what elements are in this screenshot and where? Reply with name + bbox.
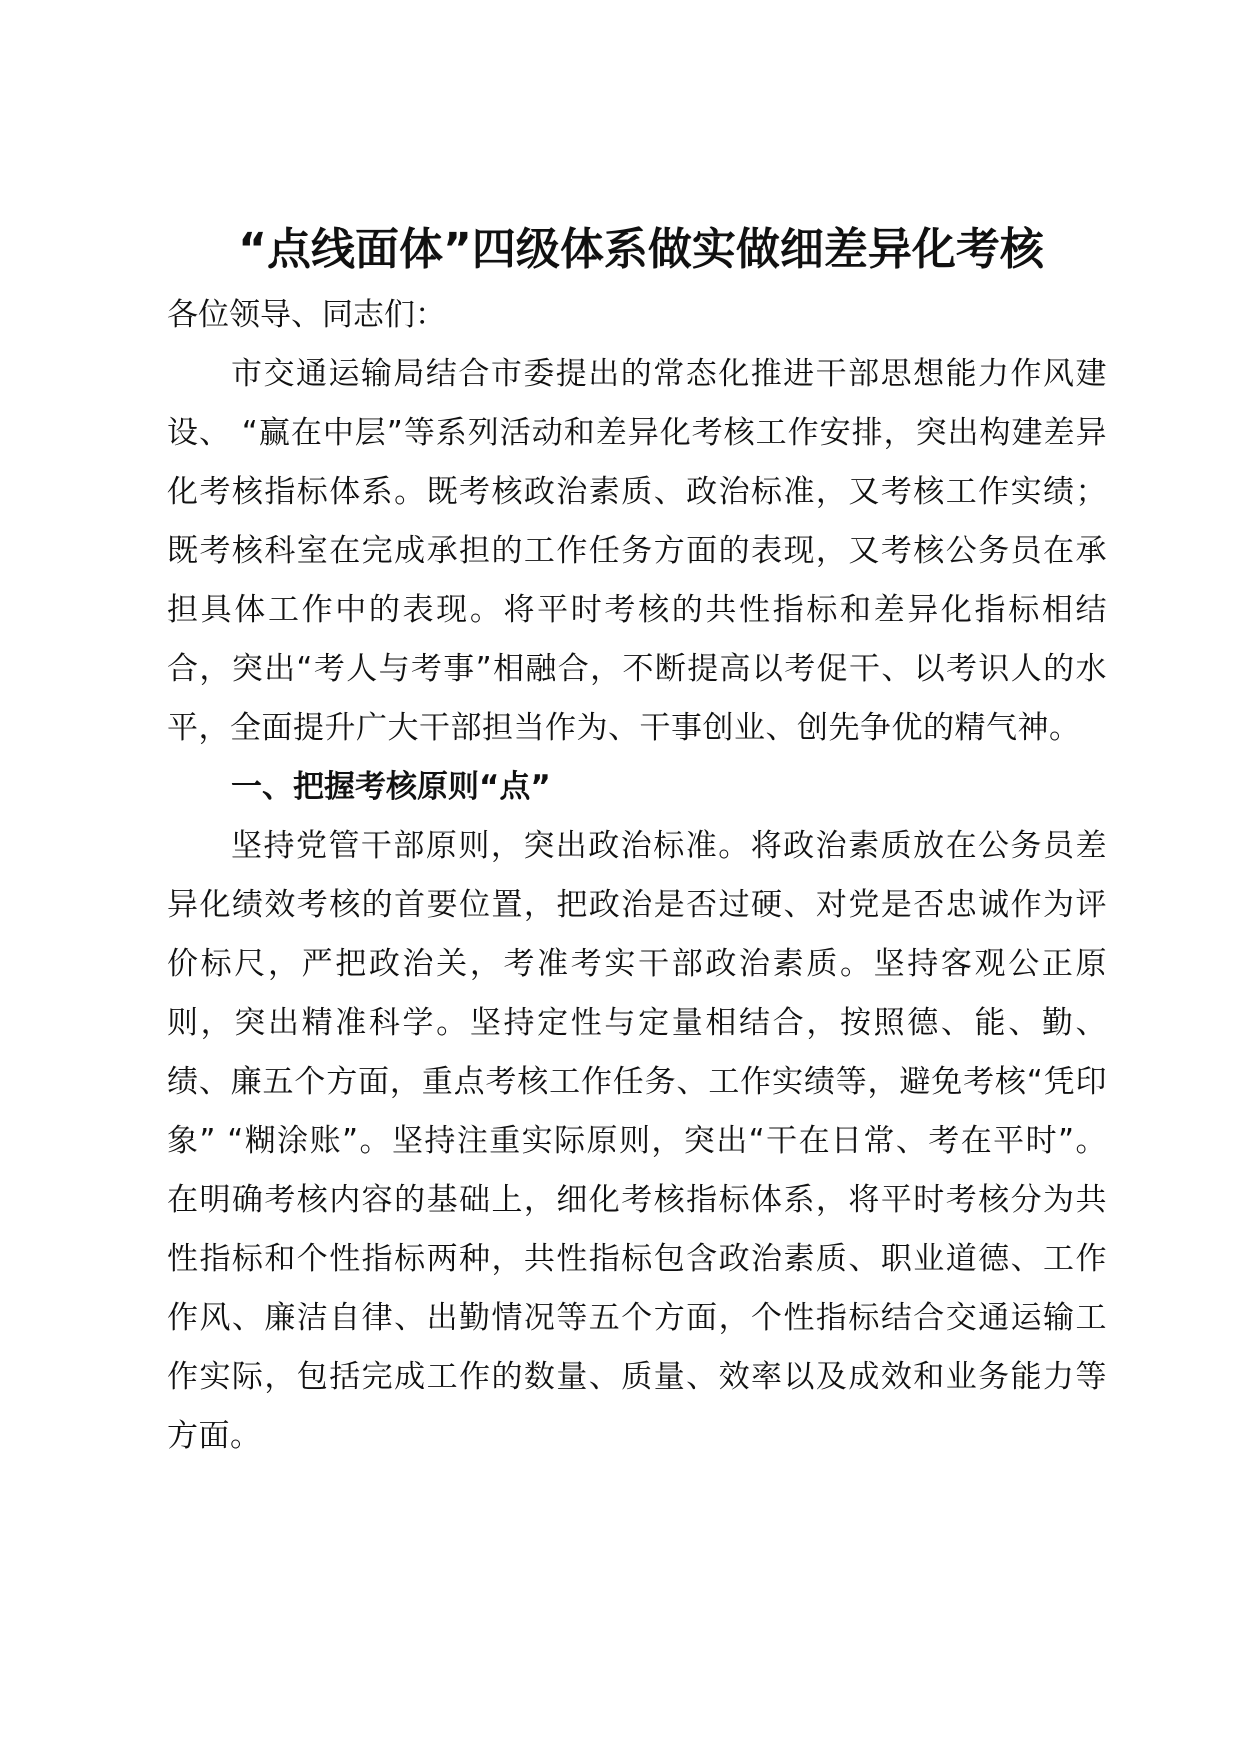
greeting: 各位领导、同志们： <box>167 297 446 333</box>
paragraph-intro: 市交通运输局结合市委提出的常态化推进干部思想能力作风建设、 “赢在中层”等系列活动和差异化考核工作安排，突出构建差异化考核指标体系。既考核政治素质、政治标准，又考核工作实绩；既考核科室在完成承担的工作任务方面的表现，又考核公务员在承担具体工作中的表现。将平时考核的共性指标和差异化指标相结合，突出“考人与考事”相融合，不断提高以考促干、以考识人的水平，全面提升广大干部担当作为、干事创业、创先争优的精气神。 <box>167 356 1107 746</box>
paragraph-principles: 坚持党管干部原则，突出政治标准。将政治素质放在公务员差异化绩效考核的首要位置，把政治是否过硬、对党是否忠诚作为评价标尺，严把政治关，考准考实干部政治素质。坚持客观公正原则，突出精准科学。坚持定性与定量相结合，按照德、能、勤、绩、廉五个方面，重点考核工作任务、工作实绩等，避免考核“凭印象” “糊涂账”。坚持注重实际原则，突出“干在日常、考在平时”。在明确考核内容的基础上，细化考核指标体系，将平时考核分为共性指标和个性指标两种，共性指标包含政治素质、职业道德、工作作风、廉洁自律、出勤情况等五个方面，个性指标结合交通运输工作实际，包括完成工作的数量、质量、效率以及成效和业务能力等方面。 <box>167 828 1107 1454</box>
document-body <box>167 218 1107 1466</box>
document-title: “点线面体”四级体系做实做细差异化考核 <box>238 224 1044 275</box>
section-heading-1: 一、把握考核原则“点” <box>231 769 551 805</box>
